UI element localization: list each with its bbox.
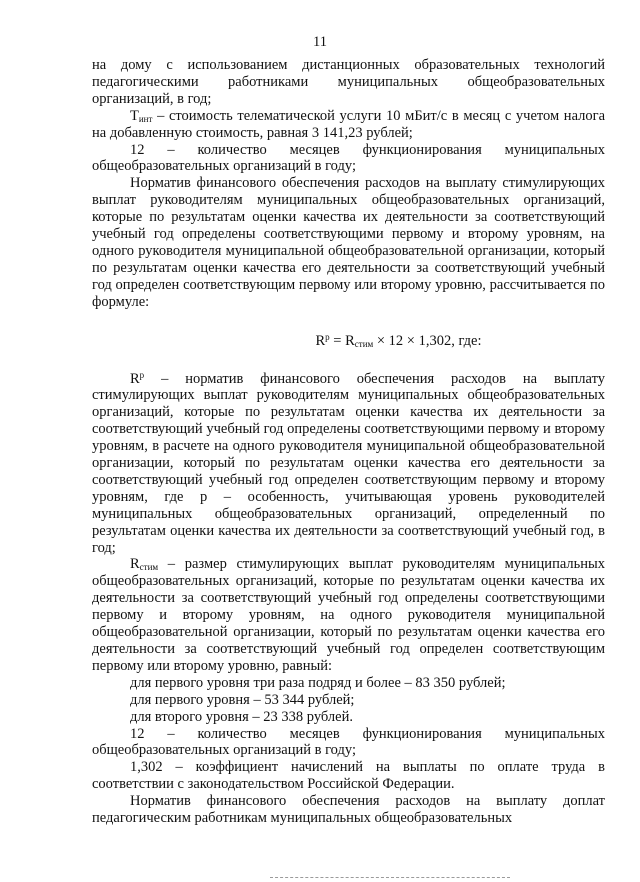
symbol-r-superscript: p bbox=[139, 369, 145, 380]
paragraph-coefficient: 1,302 – коэффициент начислений на выплаты по оплате труда в соответствии с законодательством Российской Федерации. bbox=[92, 759, 605, 793]
paragraph-rstim-definition bbox=[92, 556, 605, 674]
formula-equals: = R bbox=[329, 332, 355, 349]
paragraph-rp-definition bbox=[92, 371, 605, 557]
scan-edge-mark bbox=[270, 868, 510, 882]
formula-rest: × 12 × 1,302, где: bbox=[373, 332, 482, 349]
list-item-level-1-repeat: для первого уровня три раза подряд и более – 83 350 рублей; bbox=[130, 674, 506, 691]
paragraph-continuation: на дому с использованием дистанционных образовательных технологий педагогическими работниками муниципальных общеобразовательных организаций, в год; bbox=[92, 57, 605, 107]
rstim-definition-text: – размер стимулирующих выплат руководителям муниципальных общеобразовательных организаций, которые по результатам оценки качества их деятельности за соответствующий учебный год определены соответствующими первому и второму уровням, на одного руководителя муниципальной общеобразовательной организации, который по результатам оценки качества его деятельности за соответствующий учебный год определен соответствующим первому или второму уровню, равный: bbox=[92, 556, 605, 674]
symbol-r: R bbox=[130, 370, 140, 387]
t-int-definition-text: – стоимость телематической услуги 10 мБит/с в месяц с учетом налога на добавленную стоимость, равная 3 141,23 рублей; bbox=[92, 107, 605, 141]
paragraph-months-count-2: 12 – количество месяцев функционирования муниципальных общеобразовательных организаций в году; bbox=[92, 725, 605, 759]
page-number: 11 bbox=[313, 34, 327, 50]
formula-r-subscript: стим bbox=[354, 338, 374, 349]
formula-lhs: R bbox=[315, 332, 326, 349]
formula bbox=[92, 333, 605, 350]
symbol-r-stim-subscript: стим bbox=[139, 562, 159, 573]
rp-definition-text: – норматив финансового обеспечения расходов на выплату стимулирующих выплат руководителям муниципальных общеобразовательных организаций, которые по результатам оценки качества их деятельности за соответствующий учебный год определены соответствующими первому и второму уровням, в расчете на одного руководителя муниципальной общеобразовательной организации, который по результатам оценки качества его деятельности за соответствующий учебный год определен соответствующим первому и второму уровням, где р – особенность, учитывающая уровень руководителей муниципальных общеобразовательных организаций, определенный по результатам оценки качества их деятельности за соответствующий учебный год, в год; bbox=[92, 370, 605, 556]
paragraph-months-count: 12 – количество месяцев функционирования муниципальных общеобразовательных организаций в году; bbox=[92, 141, 605, 175]
symbol-r-stim: R bbox=[130, 556, 140, 573]
symbol-t: Т bbox=[130, 107, 139, 124]
list-item-level-2: для второго уровня – 23 338 рублей. bbox=[130, 708, 353, 725]
formula-lhs-superscript: p bbox=[325, 331, 330, 342]
paragraph-next-norm: Норматив финансового обеспечения расходов на выплату доплат педагогическим работникам муниципальных общеобразовательных bbox=[92, 793, 605, 827]
list-item-level-1: для первого уровня – 53 344 рублей; bbox=[130, 691, 355, 708]
paragraph-t-int-definition bbox=[92, 108, 605, 142]
body-text bbox=[92, 57, 605, 827]
paragraph-norm-intro: Норматив финансового обеспечения расходов на выплату стимулирующих выплат руководителям муниципальных общеобразовательных организаций, которые по результатам оценки качества их деятельности за соответствующий учебный год определены соответствующими первому и второму уровням, на одного руководителя муниципальной общеобразовательной организации, который по результатам оценки качества его деятельности за соответствующий учебный год определен соответствующим первому или второму уровню, рассчитывается по формуле: bbox=[92, 175, 605, 310]
symbol-t-subscript: инт bbox=[138, 113, 153, 124]
